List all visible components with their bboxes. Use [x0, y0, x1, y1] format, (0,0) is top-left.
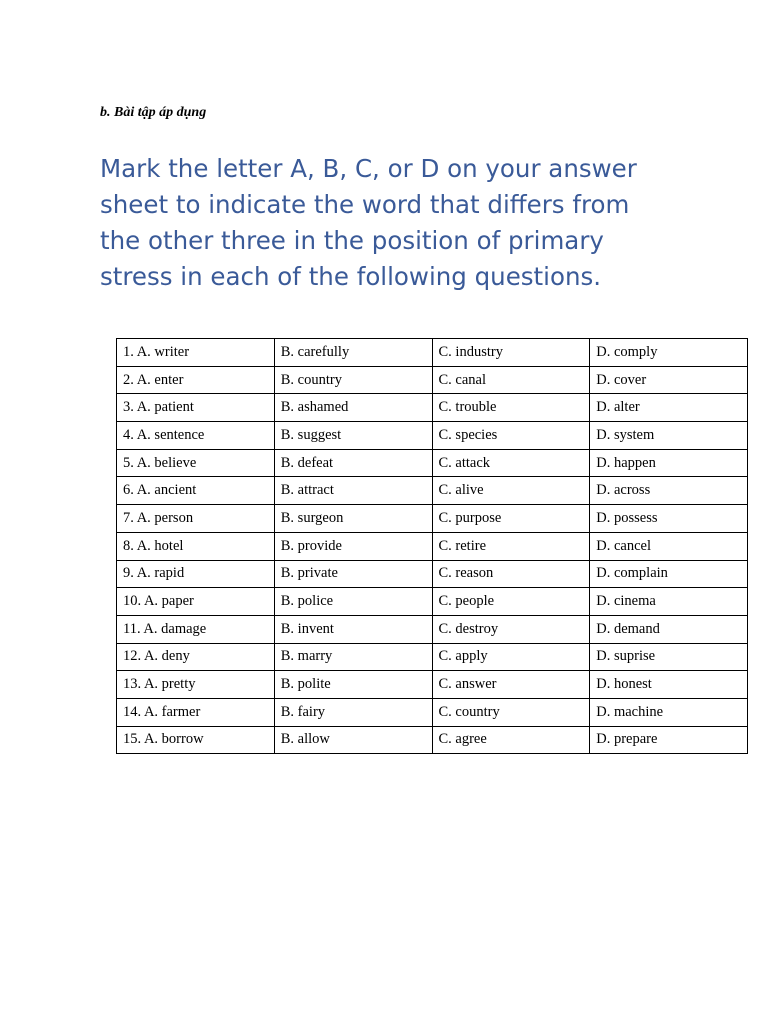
option-c: C. canal [432, 366, 590, 394]
option-a: 4. A. sentence [117, 422, 275, 450]
option-c: C. people [432, 588, 590, 616]
option-a: 8. A. hotel [117, 532, 275, 560]
option-c: C. destroy [432, 615, 590, 643]
option-a: 14. A. farmer [117, 698, 275, 726]
option-c: C. trouble [432, 394, 590, 422]
option-b: B. carefully [274, 339, 432, 367]
table-row [117, 477, 748, 505]
option-d: D. honest [590, 671, 748, 699]
option-c: C. reason [432, 560, 590, 588]
option-a: 3. A. patient [117, 394, 275, 422]
option-c: C. industry [432, 339, 590, 367]
option-a: 6. A. ancient [117, 477, 275, 505]
option-b: B. fairy [274, 698, 432, 726]
option-d: D. cancel [590, 532, 748, 560]
option-d: D. machine [590, 698, 748, 726]
option-a: 2. A. enter [117, 366, 275, 394]
option-a: 9. A. rapid [117, 560, 275, 588]
option-b: B. ashamed [274, 394, 432, 422]
option-d: D. across [590, 477, 748, 505]
option-a: 12. A. deny [117, 643, 275, 671]
option-d: D. suprise [590, 643, 748, 671]
table-row [117, 671, 748, 699]
option-d: D. system [590, 422, 748, 450]
option-c: C. country [432, 698, 590, 726]
table-row [117, 588, 748, 616]
option-b: B. invent [274, 615, 432, 643]
table-row [117, 615, 748, 643]
option-b: B. attract [274, 477, 432, 505]
option-d: D. cinema [590, 588, 748, 616]
table-row [117, 726, 748, 754]
option-a: 15. A. borrow [117, 726, 275, 754]
option-a: 7. A. person [117, 505, 275, 533]
section-subtitle: b. Bài tập áp dụng [100, 105, 207, 120]
exercise-table-body [117, 339, 748, 754]
option-b: B. suggest [274, 422, 432, 450]
option-c: C. apply [432, 643, 590, 671]
option-a: 10. A. paper [117, 588, 275, 616]
table-row [117, 339, 748, 367]
option-c: C. agree [432, 726, 590, 754]
option-b: B. police [274, 588, 432, 616]
option-b: B. private [274, 560, 432, 588]
option-b: B. defeat [274, 449, 432, 477]
option-d: D. alter [590, 394, 748, 422]
option-d: D. prepare [590, 726, 748, 754]
option-c: C. species [432, 422, 590, 450]
option-d: D. complain [590, 560, 748, 588]
table-row [117, 560, 748, 588]
stress-exercise-table [116, 338, 748, 754]
option-a: 11. A. damage [117, 615, 275, 643]
option-c: C. alive [432, 477, 590, 505]
instruction-text: Mark the letter A, B, C, or D on your answer sheet to indicate the word that differs from the other three in the position of primary stress in each of the following questions. [100, 154, 637, 291]
table-row [117, 449, 748, 477]
table-row [117, 698, 748, 726]
option-c: C. answer [432, 671, 590, 699]
option-c: C. attack [432, 449, 590, 477]
option-d: D. demand [590, 615, 748, 643]
option-a: 13. A. pretty [117, 671, 275, 699]
option-a: 5. A. believe [117, 449, 275, 477]
option-d: D. cover [590, 366, 748, 394]
table-row [117, 532, 748, 560]
option-c: C. retire [432, 532, 590, 560]
option-b: B. allow [274, 726, 432, 754]
option-a: 1. A. writer [117, 339, 275, 367]
option-c: C. purpose [432, 505, 590, 533]
option-b: B. marry [274, 643, 432, 671]
option-b: B. surgeon [274, 505, 432, 533]
option-b: B. polite [274, 671, 432, 699]
table-row [117, 505, 748, 533]
table-row [117, 422, 748, 450]
table-row [117, 394, 748, 422]
table-row [117, 643, 748, 671]
option-d: D. possess [590, 505, 748, 533]
option-b: B. country [274, 366, 432, 394]
option-d: D. happen [590, 449, 748, 477]
table-row [117, 366, 748, 394]
option-d: D. comply [590, 339, 748, 367]
option-b: B. provide [274, 532, 432, 560]
